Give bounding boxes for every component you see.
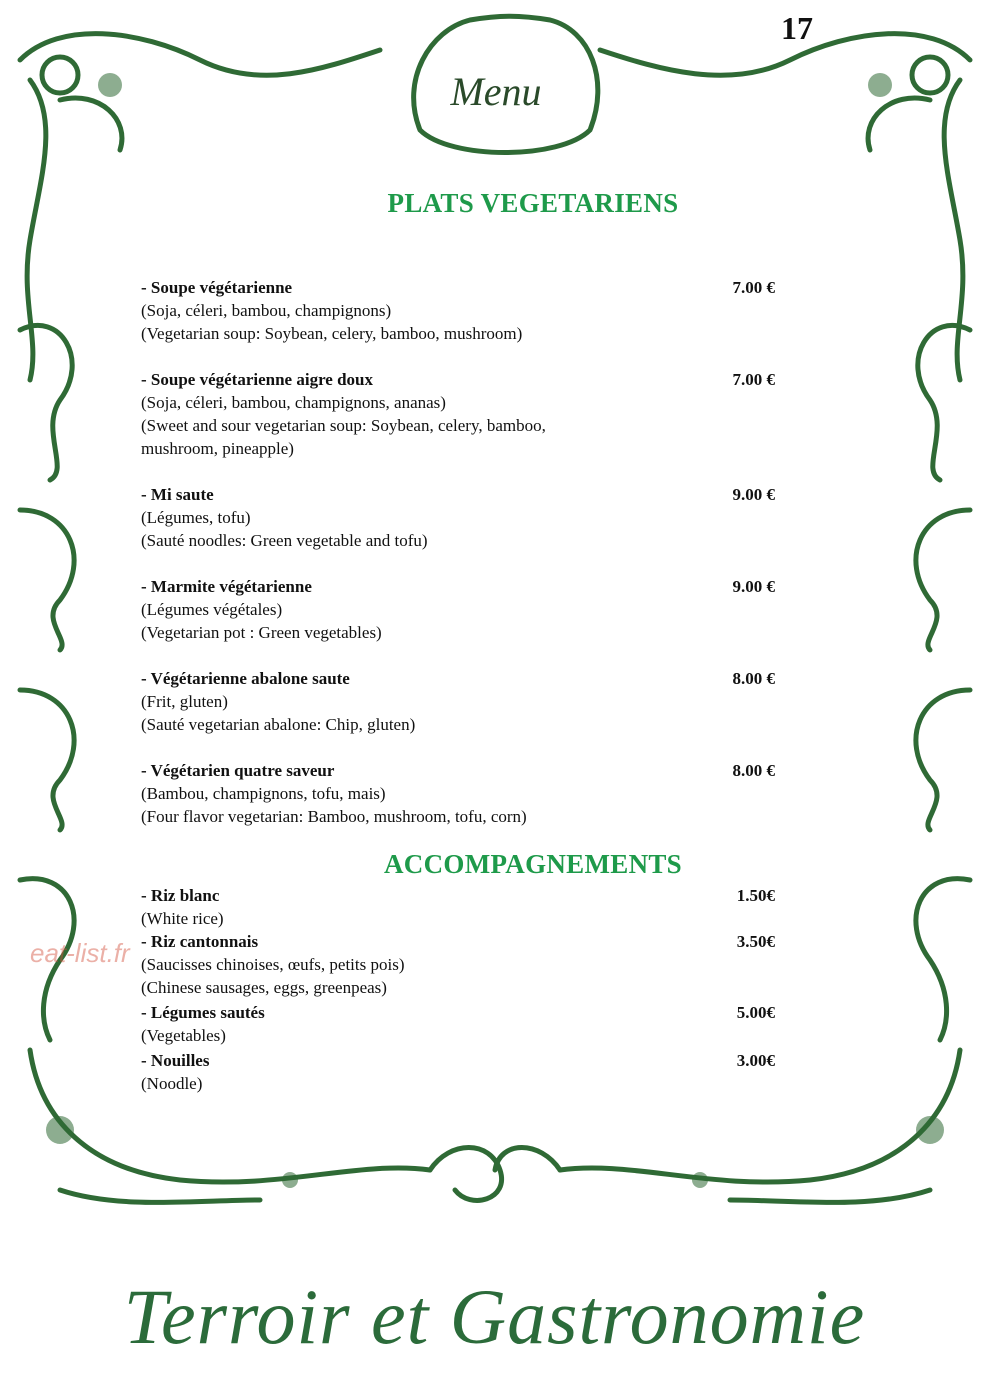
item-price: 7.00 €: [732, 278, 775, 297]
menu-item: [141, 930, 777, 999]
page-number: 17: [781, 10, 813, 46]
menu-item: [141, 276, 777, 345]
item-desc: (Vegetables): [141, 1026, 226, 1045]
item-name: - Végétarienne abalone saute: [141, 669, 350, 688]
item-desc: (Légumes végétales): [141, 600, 283, 619]
item-name: - Riz cantonnais: [141, 932, 259, 951]
item-name: - Légumes sautés: [141, 1003, 265, 1022]
item-price: 8.00 €: [732, 761, 775, 780]
menu-item: [141, 884, 777, 930]
section-title-vegetarian: PLATS VEGETARIENS: [387, 188, 679, 218]
item-desc: (Sauté noodles: Green vegetable and tofu): [141, 531, 428, 550]
item-desc: (Soja, céleri, bambou, champignons, ananas): [141, 393, 446, 412]
item-name: - Soupe végétarienne: [141, 278, 293, 297]
menu-item: [141, 667, 777, 736]
item-name: - Riz blanc: [141, 886, 220, 905]
menu-item: [141, 1049, 777, 1095]
sides-items-list: [141, 884, 777, 1095]
menu-item: [141, 1001, 777, 1047]
item-desc: (Soja, céleri, bambou, champignons): [141, 301, 392, 320]
vegetarian-items-list: [141, 276, 777, 851]
item-name: - Soupe végétarienne aigre doux: [141, 370, 374, 389]
item-name: - Nouilles: [141, 1051, 210, 1070]
item-desc: (Bambou, champignons, tofu, mais): [141, 784, 386, 803]
item-desc: (Vegetarian soup: Soybean, celery, bamboo, mushroom): [141, 324, 523, 343]
item-price: 5.00€: [736, 1003, 775, 1022]
item-desc: (White rice): [141, 909, 224, 928]
footer-title: Terroir et Gastronomie: [123, 1273, 866, 1360]
watermark: eat-list.fr: [30, 938, 130, 968]
item-name: - Végétarien quatre saveur: [141, 761, 335, 780]
item-desc: (Vegetarian pot : Green vegetables): [141, 623, 382, 642]
menu-item: [141, 759, 777, 828]
item-name: - Marmite végétarienne: [141, 577, 312, 596]
item-price: 9.00 €: [732, 485, 775, 504]
item-desc: (Saucisses chinoises, œufs, petits pois): [141, 955, 405, 974]
item-price: 9.00 €: [732, 577, 775, 596]
item-desc: (Frit, gluten): [141, 692, 228, 711]
item-price: 1.50€: [736, 886, 775, 905]
item-desc: mushroom, pineapple): [141, 439, 294, 458]
menu-cartouche-label: Menu: [450, 69, 542, 114]
section-title-sides: ACCOMPAGNEMENTS: [384, 849, 682, 879]
item-desc: (Noodle): [141, 1074, 203, 1093]
menu-item: [141, 368, 777, 460]
menu-item: [141, 483, 777, 552]
item-price: 3.50€: [736, 932, 775, 951]
item-desc: (Sauté vegetarian abalone: Chip, gluten): [141, 715, 416, 734]
item-desc: (Chinese sausages, eggs, greenpeas): [141, 978, 387, 997]
item-name: - Mi saute: [141, 485, 214, 504]
item-desc: (Four flavor vegetarian: Bamboo, mushroom, tofu, corn): [141, 807, 527, 826]
item-desc: (Sweet and sour vegetarian soup: Soybean, celery, bamboo,: [141, 416, 546, 435]
item-price: 3.00€: [736, 1051, 775, 1070]
item-price: 8.00 €: [732, 669, 775, 688]
menu-item: [141, 575, 777, 644]
item-price: 7.00 €: [732, 370, 775, 389]
item-desc: (Légumes, tofu): [141, 508, 251, 527]
